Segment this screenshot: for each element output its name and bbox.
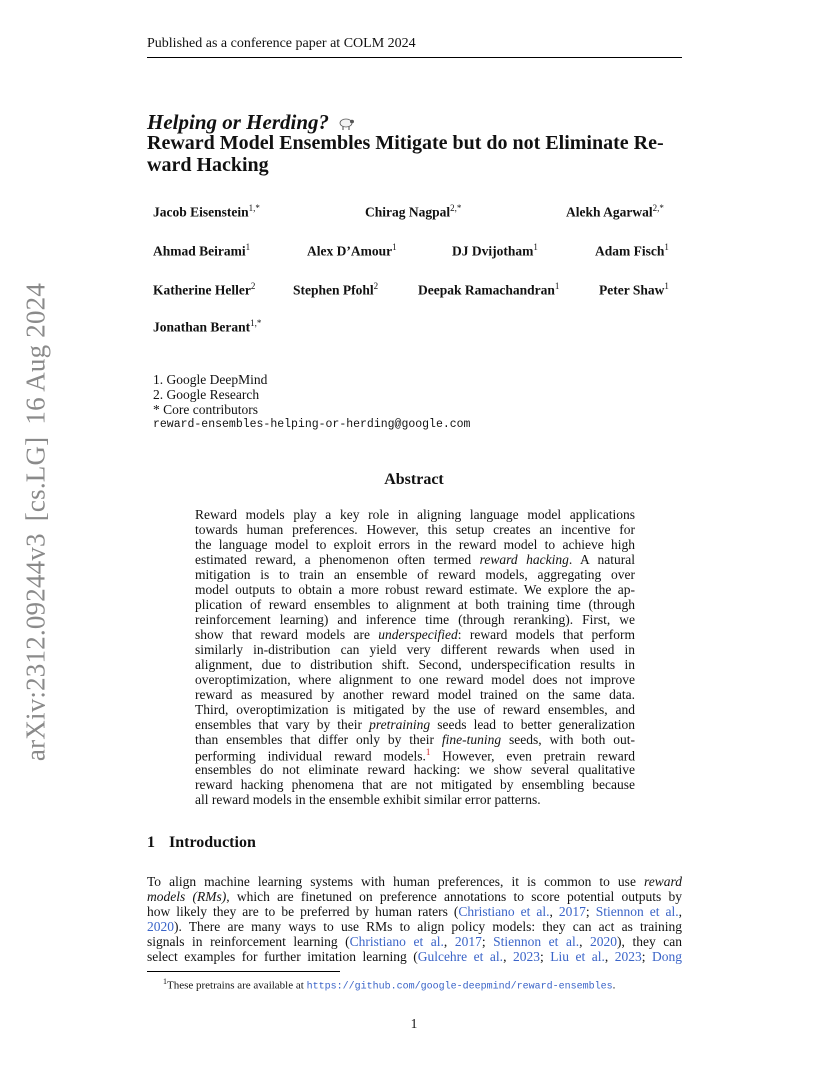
- abstract-line: show that reward models are underspecified: reward models that perform: [195, 627, 635, 642]
- intro-line: signals in reinforcement learning (Christiano et al., 2017; Stiennon et al., 2020), they can: [147, 934, 683, 949]
- section-title: Introduction: [169, 834, 256, 851]
- author-6: DJ Dvijotham$^1$: [452, 242, 538, 259]
- abstract-line: ensembles do not eliminate reward hacking: we show several qualitative: [195, 762, 635, 777]
- abstract-line: ensembles that vary by their pretraining seeds lead to better generalization: [195, 717, 635, 732]
- author-12: Jonathan Berant$^{1,*}$: [153, 318, 262, 335]
- affiliation-2: 2. Google Research: [153, 387, 260, 402]
- intro-line: To align machine learning systems with human preferences, it is common to use reward: [147, 874, 682, 889]
- section-heading: [147, 834, 256, 852]
- author-1: Jacob Eisenstein$^{1,*}$: [153, 203, 260, 220]
- abstract-line: estimated reward, a phenomenon often termed reward hacking. A natural: [195, 552, 635, 567]
- author-11: Peter Shaw$^1$: [599, 281, 669, 298]
- footnote: [163, 977, 615, 993]
- abstract-title: Abstract: [384, 471, 444, 488]
- title-part-1: Helping or Herding?: [147, 110, 330, 134]
- abstract-line: towards human preferences. However, this setup creates an incentive for: [195, 522, 635, 537]
- abstract-line: performing individual reward models.$^1$ However, even pretrain reward: [195, 747, 636, 764]
- author-8: Katherine Heller$^2$: [153, 281, 256, 298]
- abstract-line: mitigation is to train an ensemble of reward models, aggregating over: [195, 567, 635, 582]
- author-5: Alex D’Amour$^1$: [307, 242, 397, 259]
- arxiv-date: 16 Aug 2024: [20, 282, 51, 425]
- section-number: 1: [147, 834, 155, 851]
- abstract-line: similarly in-distribution can yield very different rewards when used in: [195, 642, 635, 657]
- arxiv-stamp: [21, 277, 52, 767]
- author-4: Ahmad Beirami$^1$: [153, 242, 251, 259]
- affiliations: [153, 372, 267, 417]
- abstract-line: reward hacking phenomena that are not mitigated by ensembling because: [195, 777, 635, 792]
- intro-line: 2020). There are many ways to use RMs to align policy models: they can act as training: [147, 919, 682, 934]
- title-main: [147, 132, 687, 176]
- abstract-line: reward as measured by another reward model trained on the same data.: [195, 687, 635, 702]
- abstract-line: plication of reward ensembles to alignment at both training time (through: [195, 597, 635, 612]
- arxiv-id[interactable]: arXiv:2312.09244v3: [20, 533, 51, 762]
- footnote-mark: 1: [163, 977, 167, 986]
- abstract-line: than ensembles that differ only by their fine-tuning seeds, with both out-: [195, 732, 635, 747]
- author-10: Deepak Ramachandran$^1$: [418, 281, 560, 298]
- author-3: Alekh Agarwal$^{2,*}$: [566, 203, 664, 220]
- title-line-2: Reward Model Ensembles Mitigate but do not Eliminate Re-: [147, 132, 664, 154]
- affiliation-1: 1. Google DeepMind: [153, 372, 268, 387]
- footnote-text: These pretrains are available at: [167, 979, 304, 992]
- abstract-line: reinforcement learning) and inference time (through reranking). First, we: [195, 612, 635, 627]
- contact-email[interactable]: reward-ensembles-helping-or-herding@google.com: [153, 418, 471, 431]
- author-7: Adam Fisch$^1$: [595, 242, 669, 259]
- abstract-line: alignment, due to distribution shift. Second, underspecification results in: [195, 657, 635, 672]
- footnote-period: .: [612, 979, 616, 992]
- abstract-line: overoptimization, where alignment to one reward model does not improve: [195, 672, 635, 687]
- intro-line: select examples for further imitation learning (Gulcehre et al., 2023; Liu et al., 2023; Dong: [147, 949, 682, 964]
- author-2: Chirag Nagpal$^{2,*}$: [365, 203, 462, 220]
- abstract-line: Third, overoptimization is mitigated by the use of reward ensembles, and: [195, 702, 635, 717]
- running-header: Published as a conference paper at COLM 2024: [147, 36, 682, 58]
- abstract-line: model outputs to obtain a more robust reward estimate. We explore the ap-: [195, 582, 635, 597]
- page-number: 1: [410, 1016, 418, 1031]
- footnote-rule: [147, 971, 340, 972]
- abstract-line: Reward models play a key role in aligning language model applications: [195, 507, 635, 522]
- affiliation-3: * Core contributors: [153, 402, 258, 417]
- abstract-line: all reward models in the ensemble exhibit similar error patterns.: [195, 792, 541, 807]
- footnote-link[interactable]: https://github.com/google-deepmind/reward-ensembles: [306, 981, 613, 993]
- intro-line: how likely they are to be preferred by human raters (Christiano et al., 2017; Stiennon et al.,: [147, 904, 682, 919]
- abstract-line: the language model to exploit errors in the reward model to achieve high: [195, 537, 635, 552]
- arxiv-category: [cs.LG]: [20, 436, 51, 522]
- title-line-3: ward Hacking: [147, 154, 269, 176]
- author-9: Stephen Pfohl$^2$: [293, 281, 379, 298]
- intro-line: models (RMs), which are finetuned on preference annotations to score potential outputs by: [147, 889, 682, 904]
